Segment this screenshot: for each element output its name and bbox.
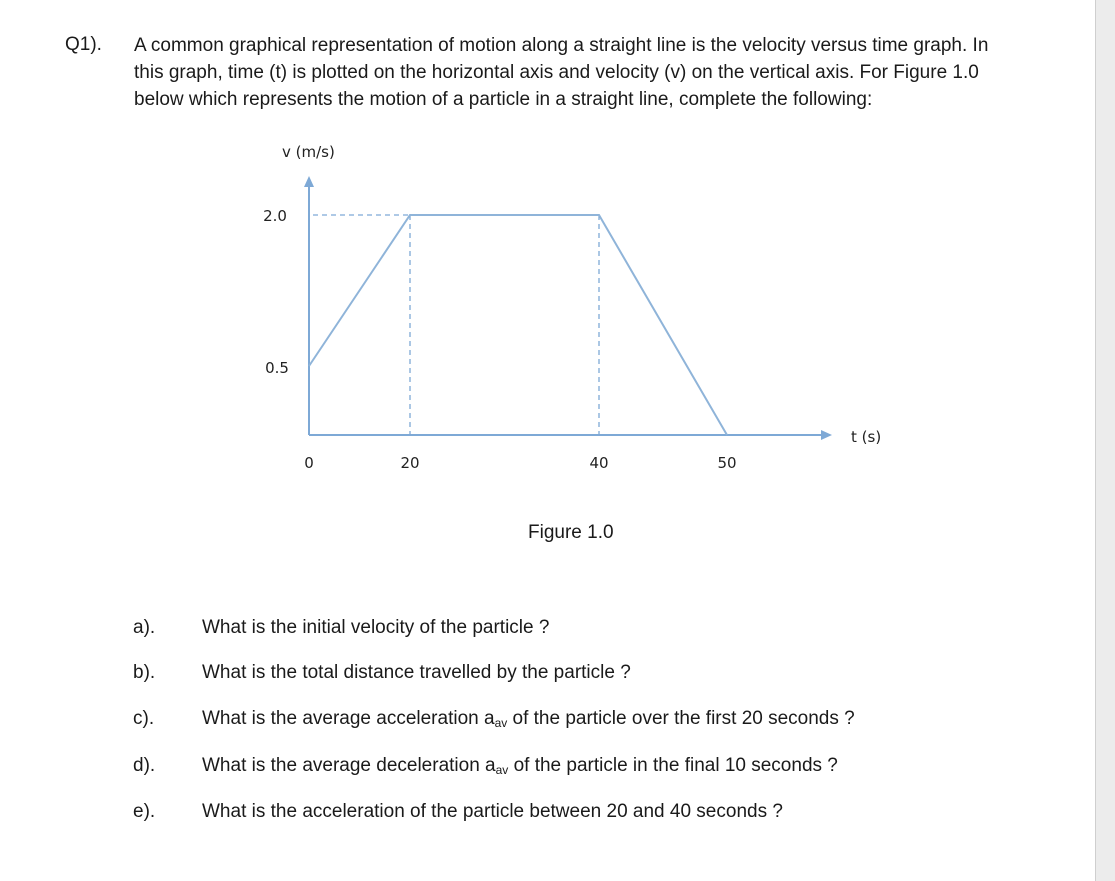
x-tick-label: 20 [400,454,420,472]
part-text-post: of the particle over the first 20 seconds ? [507,708,855,729]
x-tick-label: 50 [717,454,737,472]
question-line-1: A common graphical representation of motion along a straight line is the velocity versus time graph. In [134,35,989,56]
x-axis-label: t (s) [851,428,882,446]
part-letter: c). [133,708,155,729]
part-text-post: of the particle in the final 10 seconds ? [508,755,838,776]
y-tick-label: 2.0 [263,207,287,225]
velocity-line [309,215,727,435]
part-text: What is the total distance travelled by the particle ? [202,662,631,683]
part-text [202,708,855,730]
question-number: Q1). [65,34,102,55]
question-line-3: below which represents the motion of a particle in a straight line, complete the following: [134,89,873,110]
figure-caption: Figure 1.0 [528,522,614,543]
part-text-pre: What is the average acceleration a [202,708,495,729]
part-letter: d). [133,755,156,776]
x-axis-arrowhead [821,430,832,440]
part-letter: b). [133,662,156,683]
part-letter: e). [133,801,156,822]
part-text-subscript: av [494,716,508,730]
part-text [202,755,838,777]
part-text: What is the acceleration of the particle between 20 and 40 seconds ? [202,801,783,822]
part-text-subscript: av [495,763,509,777]
x-tick-label: 40 [589,454,609,472]
part-text-pre: What is the average deceleration a [202,755,496,776]
x-tick-label: 0 [304,454,314,472]
part-text: What is the initial velocity of the particle ? [202,617,550,638]
question-line-2: this graph, time (t) is plotted on the horizontal axis and velocity (v) on the vertical axis. For Figure 1.0 [134,62,979,83]
part-letter: a). [133,617,156,638]
y-tick-label: 0.5 [265,359,289,377]
y-axis-label: v (m/s) [282,143,335,161]
y-axis-arrowhead [304,176,314,187]
